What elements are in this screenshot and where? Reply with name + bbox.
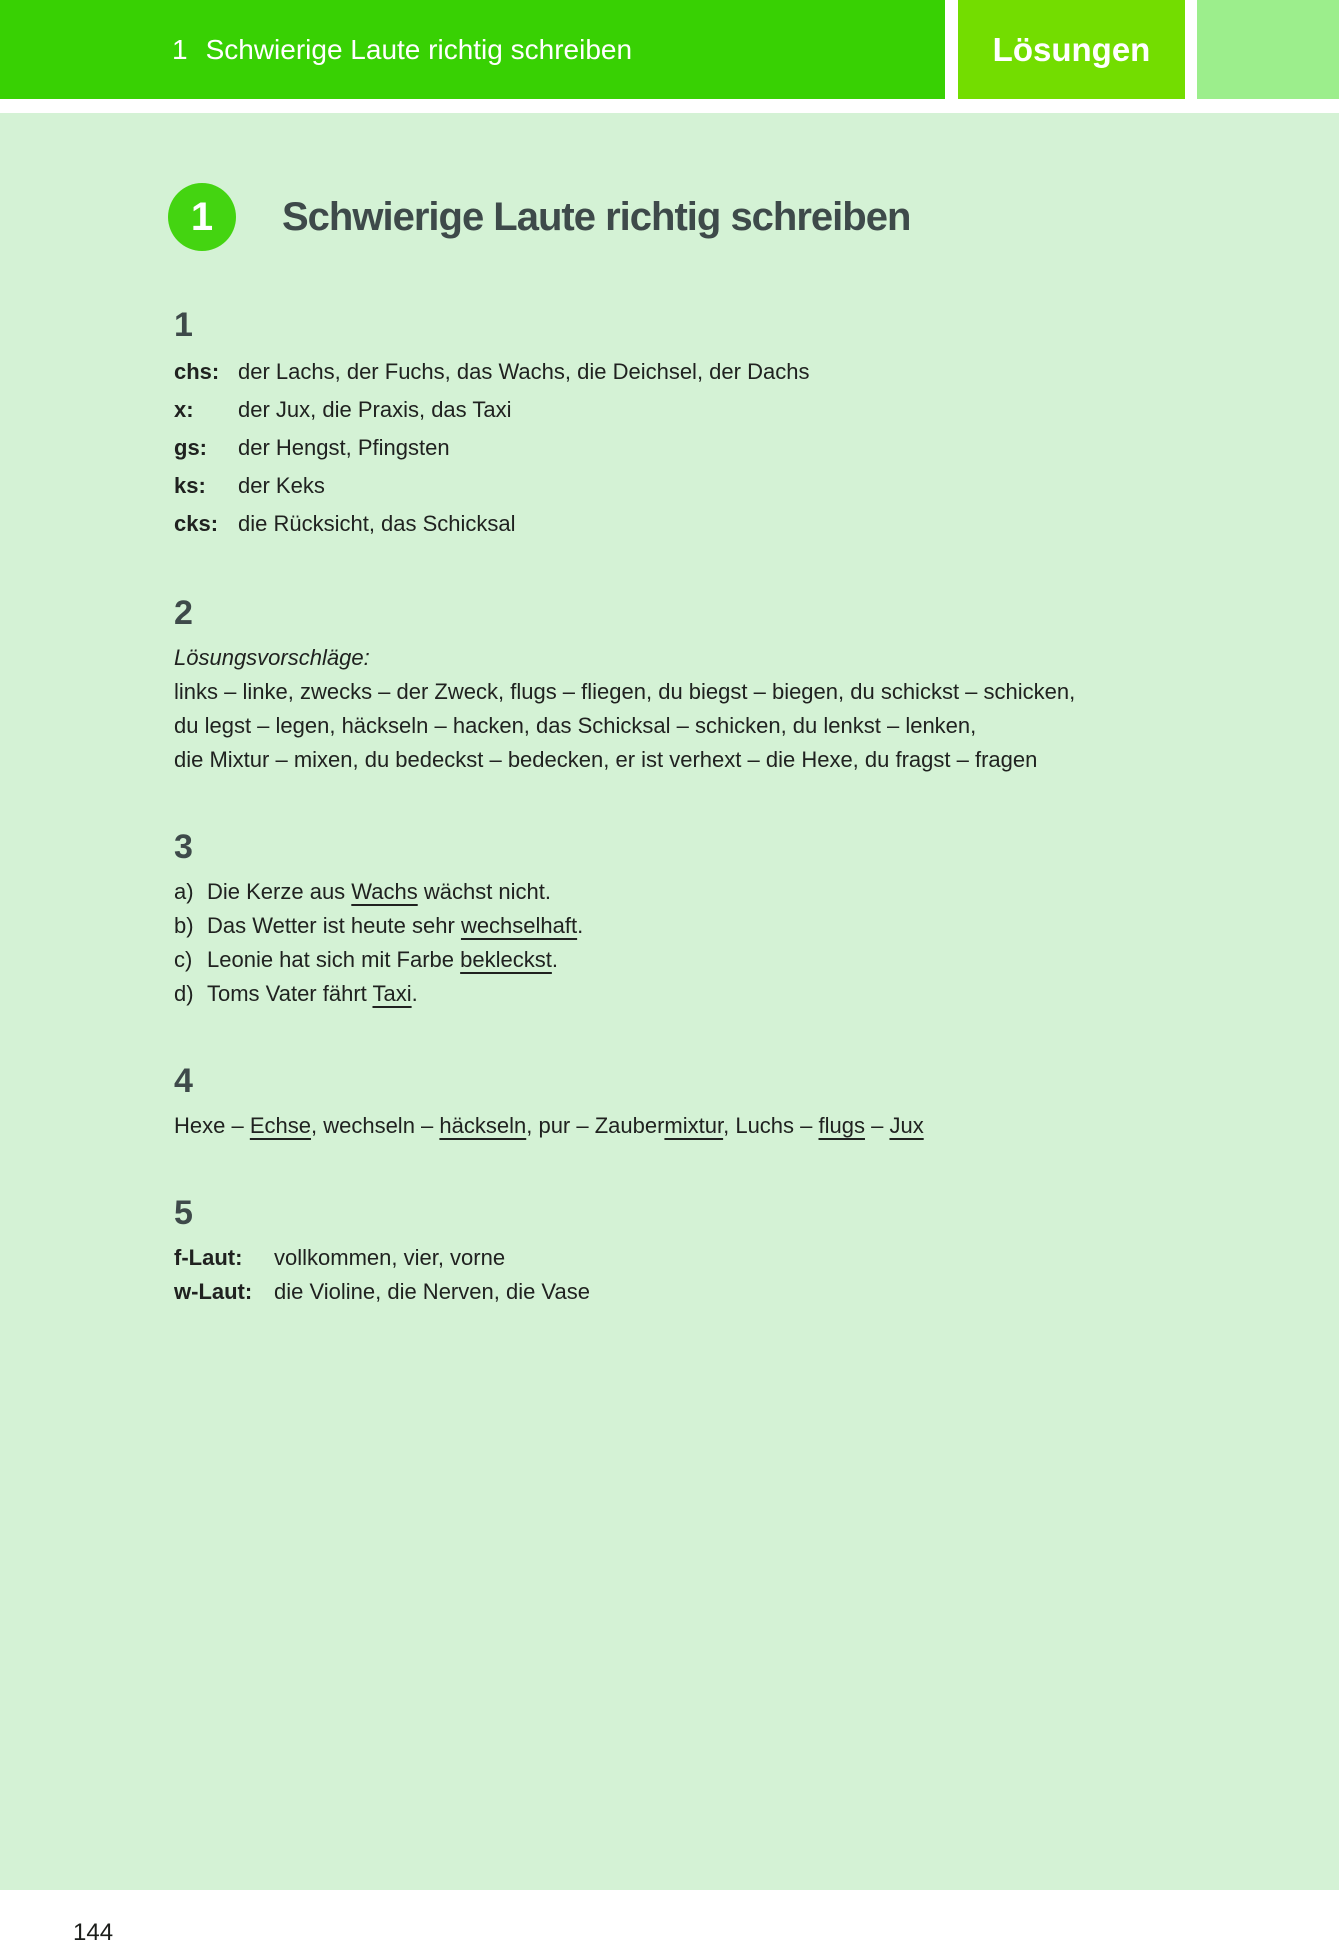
page-number: 144 [73,1919,114,1946]
underlined-word: bekleckst [460,947,552,972]
row-value: die Rücksicht, das Schicksal [238,511,516,536]
row-label: f-Laut: [174,1245,243,1270]
answer-item [174,909,1339,943]
section-3 [174,827,1339,1011]
row-value: der Keks [238,473,325,498]
answer-row [174,429,1339,467]
underlined-word: wechselhaft [460,913,578,938]
header-corner-block [1197,0,1339,99]
section-3-number: 3 [174,828,193,866]
answer-line: die Mixtur – mixen, du bedeckst – bedecken, er ist verhext – die Hexe, du fragst – fragen [174,747,1038,772]
answer-row [174,505,1339,543]
section-5-number: 5 [174,1194,193,1232]
item-text: Leonie hat sich mit Farbe bekleckst. [207,947,558,972]
underlined-word: häckseln [439,1113,527,1138]
answer-row [174,391,1339,429]
row-value: vollkommen, vier, vorne [274,1245,506,1270]
answer-row [174,467,1339,505]
answer-row [174,1275,1339,1309]
section-4-number: 4 [174,1062,193,1100]
underlined-word: flugs [818,1113,865,1138]
item-marker: a) [174,879,194,904]
underlined-word: mixtur [664,1113,724,1138]
answer-row [174,353,1339,391]
row-label: gs: [174,435,207,460]
row-label: ks: [174,473,206,498]
header-chapter-number: 1 [172,33,188,65]
underlined-word: Echse [249,1113,311,1138]
answer-row [174,1241,1339,1275]
header-title: Schwierige Laute richtig schreiben [205,33,633,65]
item-text: Toms Vater fährt Taxi. [207,981,418,1006]
section-2-number: 2 [174,594,193,632]
row-label: x: [174,397,194,422]
row-label: w-Laut: [174,1279,253,1304]
answer-item [174,943,1339,977]
underlined-word: Taxi [372,981,412,1006]
content-area [0,113,1339,1946]
section-1-number: 1 [174,306,193,344]
row-label: chs: [174,359,220,384]
row-value: die Violine, die Nerven, die Vase [274,1279,590,1304]
item-text: Das Wetter ist heute sehr wechselhaft. [207,913,584,938]
chapter-heading [168,183,1339,251]
chapter-number-badge [168,183,236,251]
item-marker: b) [174,913,194,938]
solutions-badge-label: Lösungen [992,30,1151,68]
item-marker: d) [174,981,194,1006]
section-1 [174,305,1339,543]
row-value: der Jux, die Praxis, das Taxi [238,397,512,422]
answer-item [174,977,1339,1011]
answer-line: links – linke, zwecks – der Zweck, flugs – fliegen, du biegst – biegen, du schickst – schicken, [174,679,1076,704]
row-value: der Lachs, der Fuchs, das Wachs, die Deichsel, der Dachs [238,359,810,384]
section-5 [174,1193,1339,1309]
answer-line: Hexe – Echse, wechseln – häckseln, pur – Zaubermixtur, Luchs – flugs – Jux [174,1113,924,1138]
section-4 [174,1061,1339,1143]
row-value: der Hengst, Pfingsten [238,435,450,460]
underlined-word: Jux [889,1113,924,1138]
header-bar [0,0,945,99]
chapter-number: 1 [190,194,214,239]
underlined-word: Wachs [351,879,418,904]
answer-line: du legst – legen, häckseln – hacken, das Schicksal – schicken, du lenkst – lenken, [174,713,977,738]
answer-item [174,875,1339,909]
item-marker: c) [174,947,193,972]
solutions-badge [958,0,1185,99]
section-2 [174,593,1339,777]
item-text: Die Kerze aus Wachs wächst nicht. [207,879,551,904]
row-label: cks: [174,511,219,536]
section-2-intro: Lösungsvorschläge: [174,645,370,670]
chapter-title: Schwierige Laute richtig schreiben [282,194,911,239]
